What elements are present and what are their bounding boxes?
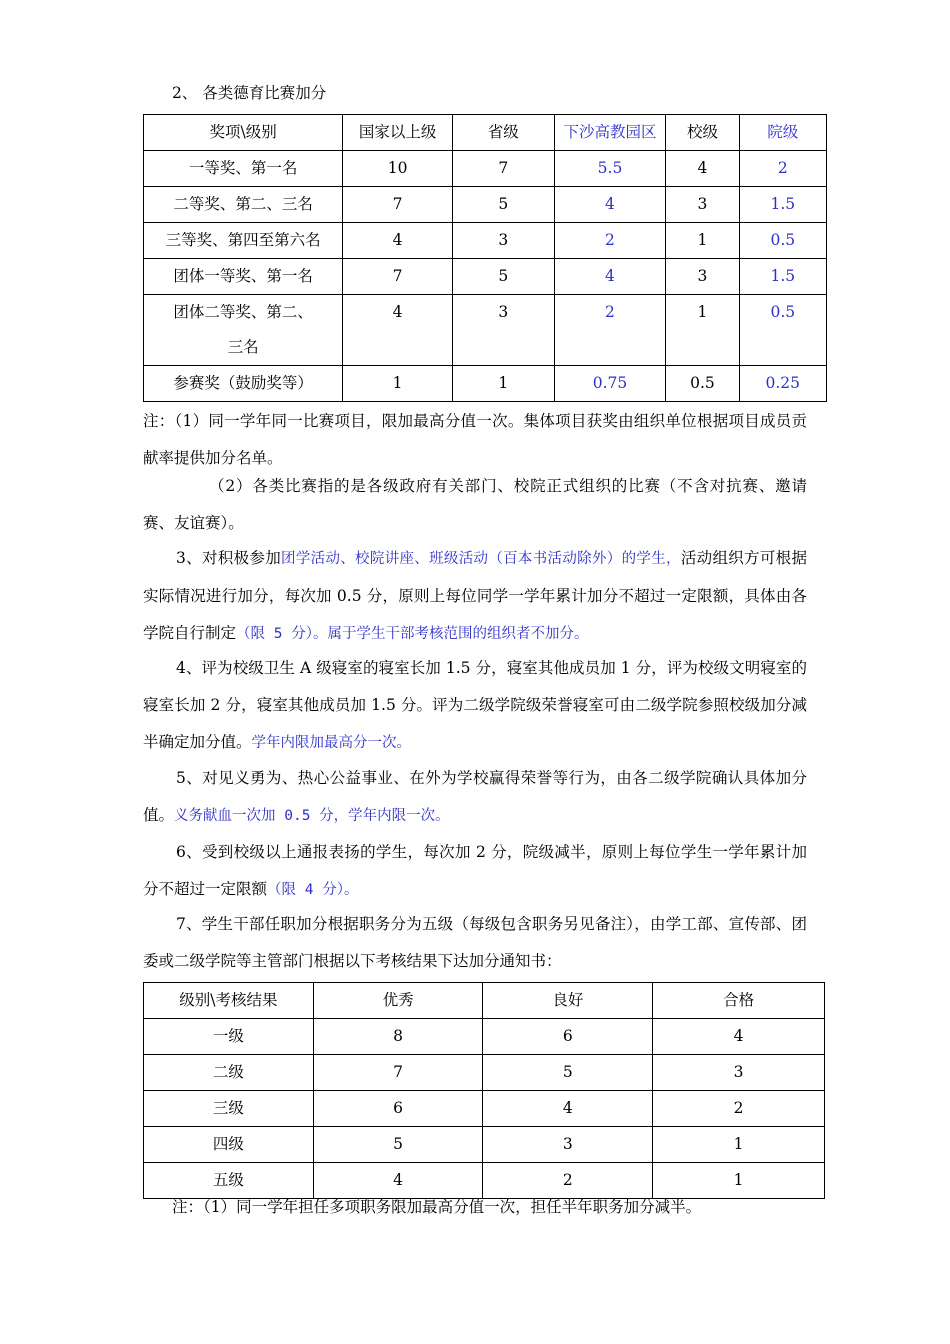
paragraph-text: 6、受到校级以上通报表扬的学生，每次加 2 分，院级减半，原则上每位学生一学年累计加分不超过一定限额 bbox=[143, 843, 807, 898]
table-cell: 1 bbox=[452, 366, 554, 402]
highlighted-text: （限 5 分）。属于学生干部考核范围的组织者不加分。 bbox=[236, 626, 589, 642]
table-cell: 2 bbox=[483, 1163, 653, 1199]
header-cell: 优秀 bbox=[313, 983, 483, 1019]
table-cell: 3 bbox=[666, 259, 739, 295]
table-cell: 三等奖、第四至第六名 bbox=[144, 223, 343, 259]
table-cell: 1 bbox=[666, 295, 739, 366]
header-cell: 省级 bbox=[452, 115, 554, 151]
table-row bbox=[144, 1019, 825, 1055]
table-cell: 4 bbox=[653, 1019, 825, 1055]
table-cell: 4 bbox=[483, 1091, 653, 1127]
table-cell: 5.5 bbox=[554, 151, 666, 187]
table-row bbox=[144, 366, 827, 402]
table-cell: 2 bbox=[554, 223, 666, 259]
header-cell: 级别\考核结果 bbox=[144, 983, 314, 1019]
table-cell: 3 bbox=[452, 295, 554, 366]
table-cell: 四级 bbox=[144, 1127, 314, 1163]
header-cell: 下沙高教园区 bbox=[554, 115, 666, 151]
table-row bbox=[144, 187, 827, 223]
table-cell: 1 bbox=[653, 1127, 825, 1163]
note-paragraph: 注：（1）同一学年同一比赛项目，限加最高分值一次。集体项目获奖由组织单位根据项目成员贡献率提供加分名单。 bbox=[143, 412, 807, 467]
table-cell: 3 bbox=[653, 1055, 825, 1091]
table-cell: 1.5 bbox=[739, 187, 826, 223]
table-cell: 2 bbox=[739, 151, 826, 187]
table-cell: 0.5 bbox=[666, 366, 739, 402]
highlighted-text: 义务献血一次加 0.5 分，学年内限一次。 bbox=[174, 808, 450, 824]
table-cell: 三级 bbox=[144, 1091, 314, 1127]
paragraph-text: 4、评为校级卫生 A 级寝室的寝室长加 1.5 分，寝室其他成员加 1 分，评为校级文明寝室的寝室长加 2 分，寝室其他成员加 1.5 分。评为二级学院级荣誉寝室可由二级学院参照校级加分减半确定加分值。 bbox=[143, 659, 807, 751]
highlighted-text: 团学活动、校院讲座、班级活动（百本书活动除外）的学生， bbox=[281, 551, 681, 567]
table-cell: 5 bbox=[313, 1127, 483, 1163]
table-cell: 3 bbox=[452, 223, 554, 259]
table-cell: 1 bbox=[343, 366, 453, 402]
table-row bbox=[144, 295, 827, 366]
paragraph-5 bbox=[143, 760, 807, 835]
cadre-score-table bbox=[143, 982, 825, 1199]
table-header-row bbox=[144, 983, 825, 1019]
table-cell: 2 bbox=[653, 1091, 825, 1127]
table-row bbox=[144, 1055, 825, 1091]
table-cell: 五级 bbox=[144, 1163, 314, 1199]
table-row bbox=[144, 1163, 825, 1199]
table-row bbox=[144, 223, 827, 259]
table-cell: 0.25 bbox=[739, 366, 826, 402]
table-cell: 2 bbox=[554, 295, 666, 366]
table-cell: 3 bbox=[666, 187, 739, 223]
table-cell: 1.5 bbox=[739, 259, 826, 295]
header-cell: 合格 bbox=[653, 983, 825, 1019]
table-row bbox=[144, 1091, 825, 1127]
table-cell: 0.5 bbox=[739, 223, 826, 259]
table-cell: 4 bbox=[666, 151, 739, 187]
header-cell: 校级 bbox=[666, 115, 739, 151]
table-cell: 5 bbox=[452, 187, 554, 223]
header-cell: 良好 bbox=[483, 983, 653, 1019]
table-cell: 4 bbox=[313, 1163, 483, 1199]
table-cell: 7 bbox=[313, 1055, 483, 1091]
header-cell: 国家以上级 bbox=[343, 115, 453, 151]
header-cell: 奖项\级别 bbox=[144, 115, 343, 151]
table-cell: 7 bbox=[452, 151, 554, 187]
paragraph-3 bbox=[143, 540, 807, 653]
table-cell: 5 bbox=[452, 259, 554, 295]
paragraph-4 bbox=[143, 650, 807, 762]
table-cell: 二级 bbox=[144, 1055, 314, 1091]
table-cell: 4 bbox=[343, 295, 453, 366]
table-cell: 团体二等奖、第二、三名 bbox=[144, 295, 343, 366]
table-row bbox=[144, 1127, 825, 1163]
competition-score-table bbox=[143, 114, 827, 402]
table-row bbox=[144, 151, 827, 187]
table-cell: 团体一等奖、第一名 bbox=[144, 259, 343, 295]
highlighted-text: （限 4 分）。 bbox=[267, 882, 359, 898]
table-cell: 一等奖、第一名 bbox=[144, 151, 343, 187]
paragraph-text: 活动组织方可根据实际情况进行加分，每次加 0.5 分，原则上每位同学一学年累计加分不超过一定限额，具体由各学院自行制定 bbox=[143, 549, 807, 642]
table-cell: 二等奖、第二、三名 bbox=[144, 187, 343, 223]
table-cell: 1 bbox=[653, 1163, 825, 1199]
table-cell: 7 bbox=[343, 187, 453, 223]
table-cell: 3 bbox=[483, 1127, 653, 1163]
table-header-row bbox=[144, 115, 827, 151]
table-cell: 0.5 bbox=[739, 295, 826, 366]
table-cell: 6 bbox=[313, 1091, 483, 1127]
header-cell: 院级 bbox=[739, 115, 826, 151]
table-cell: 6 bbox=[483, 1019, 653, 1055]
table-cell: 0.75 bbox=[554, 366, 666, 402]
table-cell: 4 bbox=[554, 259, 666, 295]
table-cell: 1 bbox=[666, 223, 739, 259]
highlighted-text: 学年内限加最高分一次。 bbox=[251, 735, 412, 751]
paragraph-7: 7、学生干部任职加分根据职务分为五级（每级包含职务另见备注），由学工部、宣传部、团委或二级学院等主管部门根据以下考核结果下达加分通知书： bbox=[143, 915, 807, 970]
note-paragraph: 注：（1）同一学年担任多项职务限加最高分值一次，担任半年职务加分减半。 bbox=[172, 1198, 702, 1216]
table-cell: 8 bbox=[313, 1019, 483, 1055]
paragraph-6 bbox=[143, 834, 807, 909]
table-row bbox=[144, 259, 827, 295]
table-cell: 4 bbox=[343, 223, 453, 259]
section-heading: 2、 各类德育比赛加分 bbox=[172, 84, 327, 102]
table-cell: 一级 bbox=[144, 1019, 314, 1055]
table-cell: 10 bbox=[343, 151, 453, 187]
table-cell: 参赛奖（鼓励奖等） bbox=[144, 366, 343, 402]
table-cell: 4 bbox=[554, 187, 666, 223]
paragraph-text: 3、对积极参加 bbox=[176, 549, 282, 567]
paragraph-text: 5、对见义勇为、热心公益事业、在外为学校赢得荣誉等行为，由各二级学院确认具体加分值。 bbox=[143, 769, 807, 824]
table-cell: 5 bbox=[483, 1055, 653, 1091]
note-paragraph: （2）各类比赛指的是各级政府有关部门、校院正式组织的比赛（不含对抗赛、邀请赛、友谊赛）。 bbox=[143, 477, 807, 532]
table-cell: 7 bbox=[343, 259, 453, 295]
